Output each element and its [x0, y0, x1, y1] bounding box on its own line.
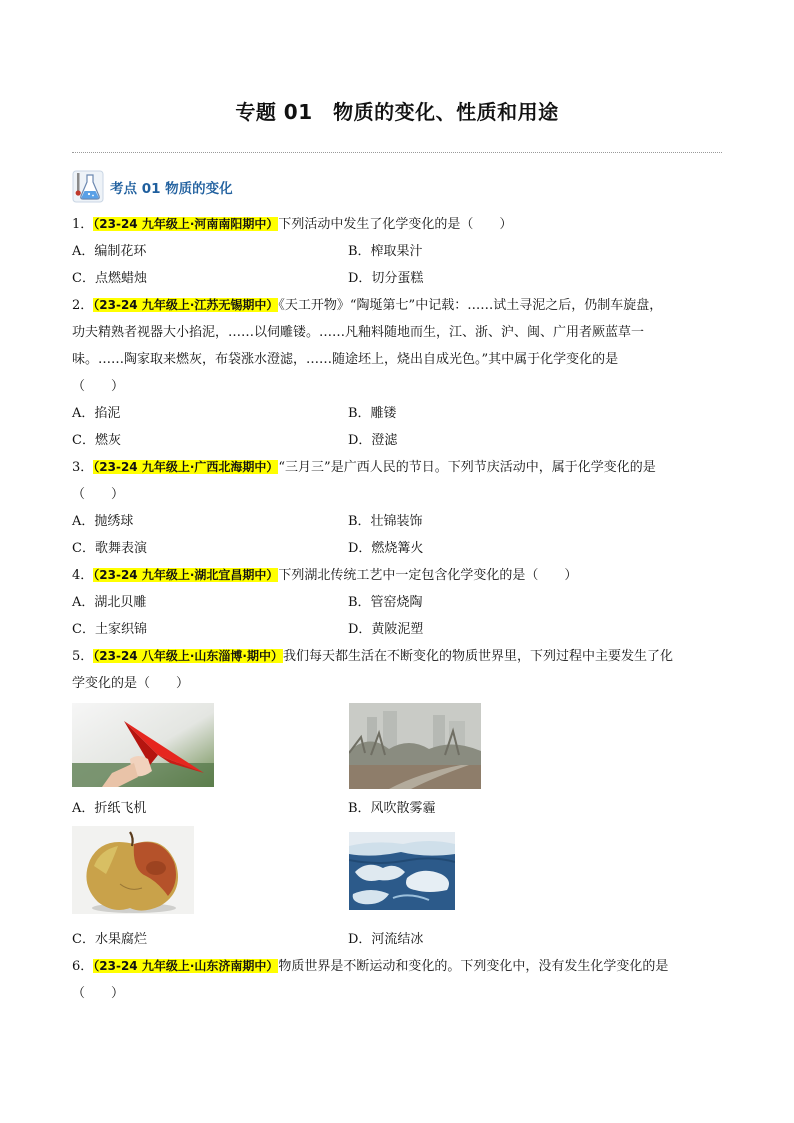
option-d: D．切分蛋糕	[348, 271, 424, 286]
haze-photo	[349, 703, 481, 789]
option-row	[72, 926, 724, 953]
option-d: D．澄滤	[348, 433, 398, 448]
question-source-tag: （23-24 九年级上·江苏无锡期中）	[93, 298, 279, 312]
question-text: “三月三”是广西人民的节日。下列节庆活动中，属于化学变化的是	[278, 460, 656, 475]
question-number: 1．	[72, 217, 94, 232]
option-d: D．河流结冰	[348, 932, 424, 947]
paper-airplane-photo	[72, 703, 214, 787]
question-number: 5．	[72, 649, 94, 664]
option-c: C．点燃蜡烛	[72, 271, 147, 286]
option-b: B．壮锦装饰	[348, 514, 423, 529]
question-number: 2．	[72, 298, 94, 313]
question-source-tag: （23-24 九年级上·山东济南期中）	[93, 959, 279, 973]
question-number: 4．	[72, 568, 94, 583]
option-b: B．管窑烧陶	[348, 595, 423, 610]
answer-blank: （ ）	[72, 379, 125, 394]
frozen-river-photo	[349, 832, 455, 910]
option-c: C．歌舞表演	[72, 541, 147, 556]
option-row	[72, 616, 724, 643]
option-a: A．掐泥	[72, 406, 121, 421]
option-b: B．榨取果汁	[348, 244, 423, 259]
option-b: B．风吹散雾霾	[348, 801, 436, 816]
question-number: 6．	[72, 959, 94, 974]
image-row	[72, 703, 724, 795]
flask-icon	[72, 169, 104, 203]
question-stem	[72, 643, 724, 670]
option-a: A．编制花环	[72, 244, 147, 259]
section-header	[72, 167, 233, 205]
question-source-tag: （23-24 九年级上·河南南阳期中）	[93, 217, 279, 231]
question-source-tag: （23-24 九年级上·广西北海期中）	[93, 460, 279, 474]
question-stem	[72, 953, 724, 980]
question-text: 下列活动中发生了化学变化的是（ ）	[278, 217, 513, 232]
answer-blank: （ ）	[72, 986, 125, 1001]
option-row	[72, 535, 724, 562]
question-stem	[72, 211, 724, 238]
option-row	[72, 238, 724, 265]
option-a: A．湖北贝雕	[72, 595, 147, 610]
option-row	[72, 589, 724, 616]
answer-blank: （ ）	[72, 487, 125, 502]
option-row	[72, 427, 724, 454]
title-divider	[72, 152, 722, 153]
question-source-tag: （23-24 九年级上·湖北宜昌期中）	[93, 568, 279, 582]
option-c: C．水果腐烂	[72, 932, 147, 947]
rotten-apple-photo	[72, 826, 194, 914]
section-label: 考点 01 物质的变化	[110, 181, 233, 197]
question-text-line: 功夫精熟者视器大小掐泥，……以伺雕镂。……凡釉料随地而生，江、浙、沪、闽、广用者厥蓝草一	[72, 325, 645, 340]
option-row	[72, 508, 724, 535]
question-stem	[72, 562, 724, 589]
option-d: D．燃烧篝火	[348, 541, 424, 556]
option-b: B．雕镂	[348, 406, 397, 421]
question-text: 我们每天都生活在不断变化的物质世界里，下列过程中主要发生了化	[282, 649, 673, 664]
page-title: 专题 01 物质的变化、性质和用途	[235, 100, 559, 124]
image-row	[72, 826, 724, 926]
option-c: C．土家织锦	[72, 622, 147, 637]
option-row	[72, 795, 724, 822]
question-text: 《天工开物》“陶埏第七”中记载：……试土寻泥之后，仍制车旋盘，	[278, 298, 663, 313]
question-stem	[72, 292, 724, 319]
option-c: C．燃灰	[72, 433, 121, 448]
question-number: 3．	[72, 460, 94, 475]
option-d: D．黄陂泥塑	[348, 622, 424, 637]
question-text-line: 学变化的是（ ）	[72, 676, 190, 691]
option-row	[72, 400, 724, 427]
question-text: 物质世界是不断运动和变化的。下列变化中，没有发生化学变化的是	[278, 959, 669, 974]
question-list	[72, 211, 724, 1007]
option-row	[72, 265, 724, 292]
question-stem	[72, 454, 724, 481]
option-a: A．抛绣球	[72, 514, 134, 529]
option-a: A．折纸飞机	[72, 801, 147, 816]
question-source-tag: （23-24 八年级上·山东淄博·期中）	[93, 649, 283, 663]
question-text-line: 味。……陶家取来燃灰，布袋涨水澄滤，……随途坯上，烧出自成光色。”其中属于化学变化的是	[72, 352, 619, 367]
question-text: 下列湖北传统工艺中一定包含化学变化的是（ ）	[278, 568, 578, 583]
